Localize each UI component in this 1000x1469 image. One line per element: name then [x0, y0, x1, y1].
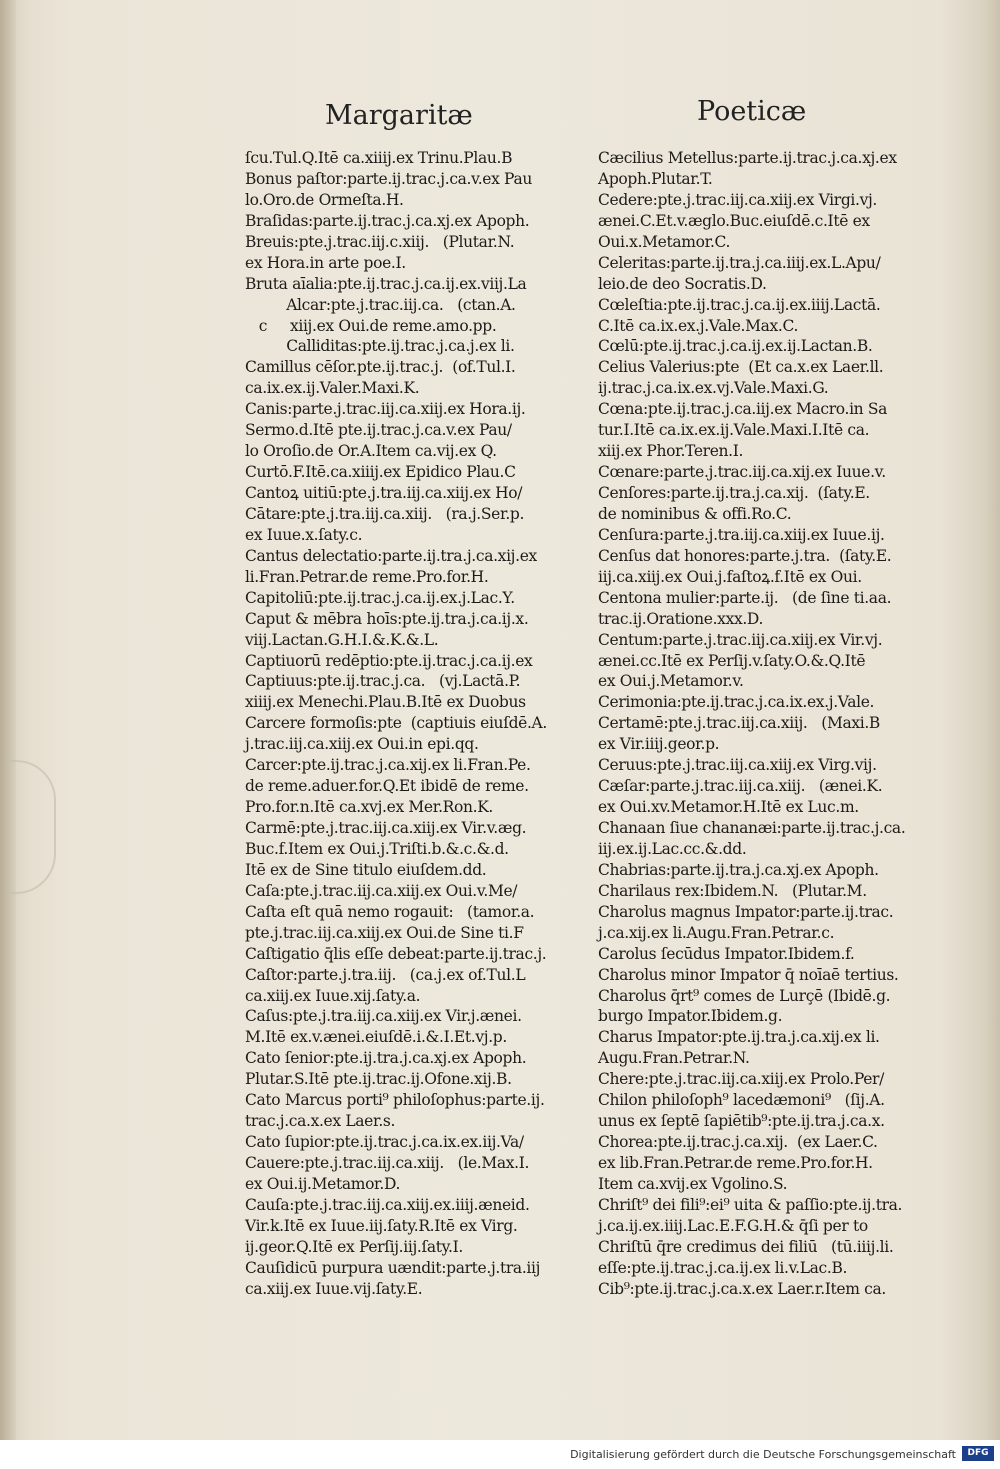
index-entry-line: Charolus q̄rt⁹ comes de Lurçē (Ibidē.g. — [598, 986, 891, 1005]
index-entry-line: Augu.Fran.Petrar.N. — [598, 1049, 750, 1068]
index-entry-line: pte.j.trac.iij.ca.xiij.ex Oui.de Sine ti.F — [245, 923, 524, 942]
index-entry-line: ex Oui.xv.Metamor.H.Itē ex Luc.m. — [598, 798, 859, 817]
index-entry-line: ex Oui.ij.Metamor.D. — [245, 1174, 401, 1193]
footer-bar — [0, 1440, 1000, 1469]
index-entry-line: ex Hora.in arte poe.I. — [245, 253, 406, 272]
index-entry-line: Captiuorū redēptio:pte.ij.trac.j.ca.ij.ex — [245, 651, 533, 670]
index-entry-line: Caſta eſt quā nemo rogauit: (tamor.a. — [245, 902, 535, 921]
index-entry-line: Item ca.xvij.ex Vgolino.S. — [598, 1174, 788, 1193]
index-entry-line: ænei.cc.Itē ex Perſij.v.ſaty.O.&.Q.Itē — [598, 651, 866, 670]
index-entry-line: ex Vir.iiij.geor.p. — [598, 735, 720, 754]
index-entry-line: Caſus:pte.j.tra.iij.ca.xiij.ex Vir.j.ænei. — [245, 1007, 522, 1026]
index-entry-line: Apoph.Plutar.T. — [598, 169, 713, 188]
index-entry-line: ex lib.Fran.Petrar.de reme.Pro.for.H. — [598, 1154, 873, 1172]
index-entry-line: ij.trac.j.ca.ix.ex.vj.Vale.Maxi.G. — [598, 379, 829, 398]
index-entry-line: Caput & mēbra hoīs:pte.ij.tra.j.ca.ij.x. — [245, 609, 529, 628]
index-entry-line: C.Itē ca.ix.ex.j.Vale.Max.C. — [598, 316, 799, 335]
index-entry-line: Cato ſenior:pte.ij.tra.j.ca.xj.ex Apoph. — [245, 1049, 527, 1068]
index-entry-line: Carcer:pte.ij.trac.j.ca.xij.ex li.Fran.Pe. — [245, 756, 531, 775]
index-entry-line: ſcu.Tul.Q.Itē ca.xiiij.ex Trinu.Plau.B — [245, 149, 513, 167]
clasp-shadow — [10, 760, 56, 894]
index-entry-line: Centona mulier:parte.ij. (de ſine ti.aa. — [598, 588, 892, 607]
index-entry-line: Charolus magnus Impator:parte.ij.trac. — [598, 902, 894, 921]
index-entry-line: Bruta aīalia:pte.ij.trac.j.ca.ij.ex.viij.La — [245, 274, 527, 293]
index-entry-line: Cato Marcus porti⁹ philoſophus:parte.ij. — [245, 1091, 545, 1110]
index-entry-line: Capitoliū:pte.ij.trac.j.ca.ij.ex.j.Lac.Y. — [245, 588, 515, 607]
index-entry-line: trac.ij.Oratione.xxx.D. — [598, 609, 764, 628]
index-entry-line: Cantus delectatio:parte.ij.tra.j.ca.xij.ex — [245, 546, 537, 565]
index-entry-line: Cantoꝝ uitiū:pte.j.tra.iij.ca.xiij.ex Ho/ — [245, 484, 523, 502]
index-entry-line: Canis:parte.j.trac.iij.ca.xiij.ex Hora.ij. — [245, 400, 526, 419]
index-entry-line: Ceruus:pte.j.trac.iij.ca.xiij.ex Virg.vij. — [598, 756, 877, 775]
index-entry-line: Chanaan ſiue chananæi:parte.ij.trac.j.ca. — [598, 819, 906, 837]
index-entry-line: Celius Valerius:pte (Et ca.x.ex Laer.ll. — [598, 358, 884, 377]
index-entry-line: j.ca.ij.ex.iiij.Lac.E.F.G.H.& q̄ſi per to — [598, 1216, 868, 1235]
funding-notice: Digitalisierung gefördert durch die Deutsche Forschungsgemeinschaft — [570, 1448, 956, 1461]
index-entry-line: Itē ex de Sine titulo eiuſdem.dd. — [245, 860, 487, 879]
index-entry-line: j.ca.xij.ex li.Augu.Fran.Petrar.c. — [598, 923, 835, 942]
index-entry-line: Braſidas:parte.ij.trac.j.ca.xj.ex Apoph. — [245, 211, 530, 230]
index-entry-line: Chere:pte.j.trac.iij.ca.xiij.ex Prolo.Per/ — [598, 1070, 884, 1089]
index-entry-line: xiiij.ex Menechi.Plau.B.Itē ex Duobus — [245, 693, 526, 712]
index-entry-line: Carmē:pte.j.trac.iij.ca.xiij.ex Vir.v.æg. — [245, 819, 527, 837]
index-entry-line: tur.I.Itē ca.ix.ex.ij.Vale.Maxi.I.Itē ca. — [598, 421, 870, 440]
index-entry-line: xiij.ex Phor.Teren.I. — [598, 442, 744, 461]
index-entry-line: Vir.k.Itē ex Iuue.iij.ſaty.R.Itē ex Virg. — [245, 1216, 518, 1235]
index-entry-line: lo.Oro.de Ormeſta.H. — [245, 190, 404, 209]
index-entry-line: Charilaus rex:Ibidem.N. (Plutar.M. — [598, 881, 867, 900]
index-entry-line: Chilon philoſoph⁹ lacedæmoni⁹ (ſij.A. — [598, 1091, 885, 1110]
index-entry-line: ex Oui.j.Metamor.v. — [598, 672, 744, 691]
index-entry-line: c xiij.ex Oui.de reme.amo.pp. — [245, 316, 497, 335]
index-entry-line: Cœna:pte.ij.trac.j.ca.iij.ex Macro.in Sa — [598, 400, 888, 419]
running-header — [0, 96, 1000, 140]
index-entry-line: li.Fran.Petrar.de reme.Pro.for.H. — [245, 567, 489, 586]
index-entry-line: Chabrias:parte.ij.tra.j.ca.xj.ex Apoph. — [598, 860, 879, 879]
index-entry-line: ij.geor.Q.Itē ex Perſij.iij.ſaty.I. — [245, 1237, 463, 1256]
index-entry-line: Charus Impator:pte.ij.tra.j.ca.xij.ex li. — [598, 1028, 880, 1047]
index-entry-line: Camillus cēſor.pte.ij.trac.j. (of.Tul.I. — [245, 358, 516, 377]
page-binding-edge — [0, 0, 16, 1440]
index-entry-line: ca.xiij.ex Iuue.xij.ſaty.a. — [245, 986, 421, 1005]
index-entry-line: Chorea:pte.ij.trac.j.ca.xij. (ex Laer.C. — [598, 1133, 878, 1152]
index-entry-line: Cato ſupior:pte.ij.trac.j.ca.ix.ex.iij.Va/ — [245, 1133, 524, 1152]
index-entry-line: Chriſtū q̄re credimus dei filiū (tū.iiij.li. — [598, 1237, 894, 1256]
index-entry-line: Charolus minor Impator q̄ noīaē tertius. — [598, 965, 899, 984]
index-entry-line: Cauſa:pte.j.trac.iij.ca.xiij.ex.iiij.æneid. — [245, 1195, 530, 1214]
index-entry-line: Cenſus dat honores:parte.j.tra. (ſaty.E. — [598, 546, 892, 565]
index-entry-line: Caſa:pte.j.trac.iij.ca.xiij.ex Oui.v.Me/ — [245, 881, 518, 900]
index-entry-line: Sermo.d.Itē pte.ij.trac.j.ca.v.ex Pau/ — [245, 421, 512, 440]
dfg-logo: DFG — [962, 1446, 994, 1461]
index-entry-line: leio.de deo Socratis.D. — [598, 274, 767, 293]
index-entry-line: Cerimonia:pte.ij.trac.j.ca.ix.ex.j.Vale. — [598, 693, 875, 712]
index-entry-line: Cedere:pte.j.trac.iij.ca.xiij.ex Virgi.vj. — [598, 190, 878, 209]
index-entry-line: Oui.x.Metamor.C. — [598, 232, 731, 251]
index-entry-line: Cauſidicū purpura uændit:parte.j.tra.iij — [245, 1258, 541, 1277]
index-entry-line: ænei.C.Et.v.æglo.Buc.eiuſdē.c.Itē ex — [598, 211, 870, 230]
index-entry-line: Breuis:pte.j.trac.iij.c.xiij. (Plutar.N. — [245, 232, 515, 251]
index-entry-line: iij.ex.ij.Lac.cc.&.dd. — [598, 839, 747, 858]
index-entry-line: Caſtigatio q̄lis eſſe debeat:parte.ij.trac.j. — [245, 944, 547, 963]
index-entry-line: burgo Impator.Ibidem.g. — [598, 1007, 783, 1026]
index-entry-line: iij.ca.xiij.ex Oui.j.faſtoꝝ.f.Itē ex Oui. — [598, 567, 862, 586]
index-entry-line: Cenſores:parte.ij.tra.j.ca.xij. (ſaty.E. — [598, 484, 870, 502]
index-entry-line: ex Iuue.x.ſaty.c. — [245, 525, 363, 544]
index-entry-line: eſſe:pte.ij.trac.j.ca.ij.ex li.v.Lac.B. — [598, 1258, 848, 1277]
index-entry-line: Celeritas:parte.ij.tra.j.ca.iiij.ex.L.Apu/ — [598, 253, 881, 272]
index-entry-line: Pro.for.n.Itē ca.xvj.ex Mer.Ron.K. — [245, 798, 494, 817]
index-entry-line: Alcar:pte.j.trac.iij.ca. (ctan.A. — [245, 295, 516, 314]
index-entry-line: j.trac.iij.ca.xiij.ex Oui.in epi.qq. — [245, 735, 479, 754]
index-entry-line: ca.ix.ex.ij.Valer.Maxi.K. — [245, 379, 420, 398]
index-entry-line: Cœlū:pte.ij.trac.j.ca.ij.ex.ij.Lactan.B. — [598, 337, 873, 356]
index-entry-line: Cenſura:parte.j.tra.iij.ca.xiij.ex Iuue.ij. — [598, 525, 885, 544]
index-entry-line: trac.j.ca.x.ex Laer.s. — [245, 1112, 396, 1131]
index-entry-line: M.Itē ex.v.ænei.eiuſdē.i.&.I.Et.vj.p. — [245, 1028, 507, 1047]
index-entry-line: Carcere formoſis:pte (captiuis eiuſdē.A. — [245, 714, 547, 733]
header-right-title: Poeticæ — [697, 96, 807, 127]
left-index-column — [245, 148, 575, 1300]
index-entry-line: Cæſar:parte.j.trac.iij.ca.xiij. (ænei.K. — [598, 777, 883, 796]
index-entry-line: viij.Lactan.G.H.I.&.K.&.L. — [245, 630, 439, 649]
index-entry-line: Bonus paſtor:parte.ij.trac.j.ca.v.ex Pau — [245, 169, 532, 188]
right-index-column — [598, 148, 938, 1300]
index-entry-line: Buc.f.Item ex Oui.j.Triſti.b.&.c.&.d. — [245, 839, 509, 858]
index-entry-line: Cauere:pte.j.trac.iij.ca.xiij. (le.Max.I. — [245, 1154, 530, 1172]
index-entry-line: Carolus ſecūdus Impator.Ibidem.f. — [598, 944, 855, 963]
index-entry-line: de nominibus & offi.Ro.C. — [598, 504, 792, 523]
index-entry-line: Caſtor:parte.j.tra.iij. (ca.j.ex of.Tul.L — [245, 965, 526, 984]
index-entry-line: Plutar.S.Itē pte.ij.trac.ij.Ofone.xij.B. — [245, 1070, 512, 1089]
index-entry-line: lo Oroſio.de Or.A.Item ca.vij.ex Q. — [245, 442, 497, 461]
index-entry-line: Cœleſtia:pte.ij.trac.j.ca.ij.ex.iiij.Lactā. — [598, 295, 881, 314]
index-entry-line: unus ex ſeptē ſapiētib⁹:pte.ij.tra.j.ca.x. — [598, 1112, 885, 1131]
index-entry-line: de reme.aduer.for.Q.Et ibidē de reme. — [245, 777, 529, 796]
index-entry-line: ca.xiij.ex Iuue.vij.ſaty.E. — [245, 1279, 423, 1298]
index-entry-line: Cœnare:parte.j.trac.iij.ca.xij.ex Iuue.v. — [598, 463, 886, 482]
index-entry-line: Captiuus:pte.ij.trac.j.ca. (vj.Lactā.P. — [245, 672, 521, 691]
index-entry-line: Certamē:pte.j.trac.iij.ca.xiij. (Maxi.B — [598, 714, 880, 733]
index-entry-line: Cæcilius Metellus:parte.ij.trac.j.ca.xj.ex — [598, 149, 897, 167]
index-entry-line: Calliditas:pte.ij.trac.j.ca.j.ex li. — [245, 337, 515, 356]
index-entry-line: Curtō.F.Itē.ca.xiiij.ex Epidico Plau.C — [245, 463, 516, 482]
header-left-title: Margaritæ — [325, 100, 473, 131]
index-entry-line: Cib⁹:pte.ij.trac.j.ca.x.ex Laer.r.Item ca. — [598, 1279, 886, 1298]
index-entry-line: Cātare:pte.j.tra.iij.ca.xiij. (ra.j.Ser.p. — [245, 504, 525, 523]
index-entry-line: Centum:parte.j.trac.iij.ca.xiij.ex Vir.vj. — [598, 630, 883, 649]
index-entry-line: Chriſt⁹ dei fili⁹:ei⁹ uita & paſſio:pte.ij.tra. — [598, 1195, 903, 1214]
